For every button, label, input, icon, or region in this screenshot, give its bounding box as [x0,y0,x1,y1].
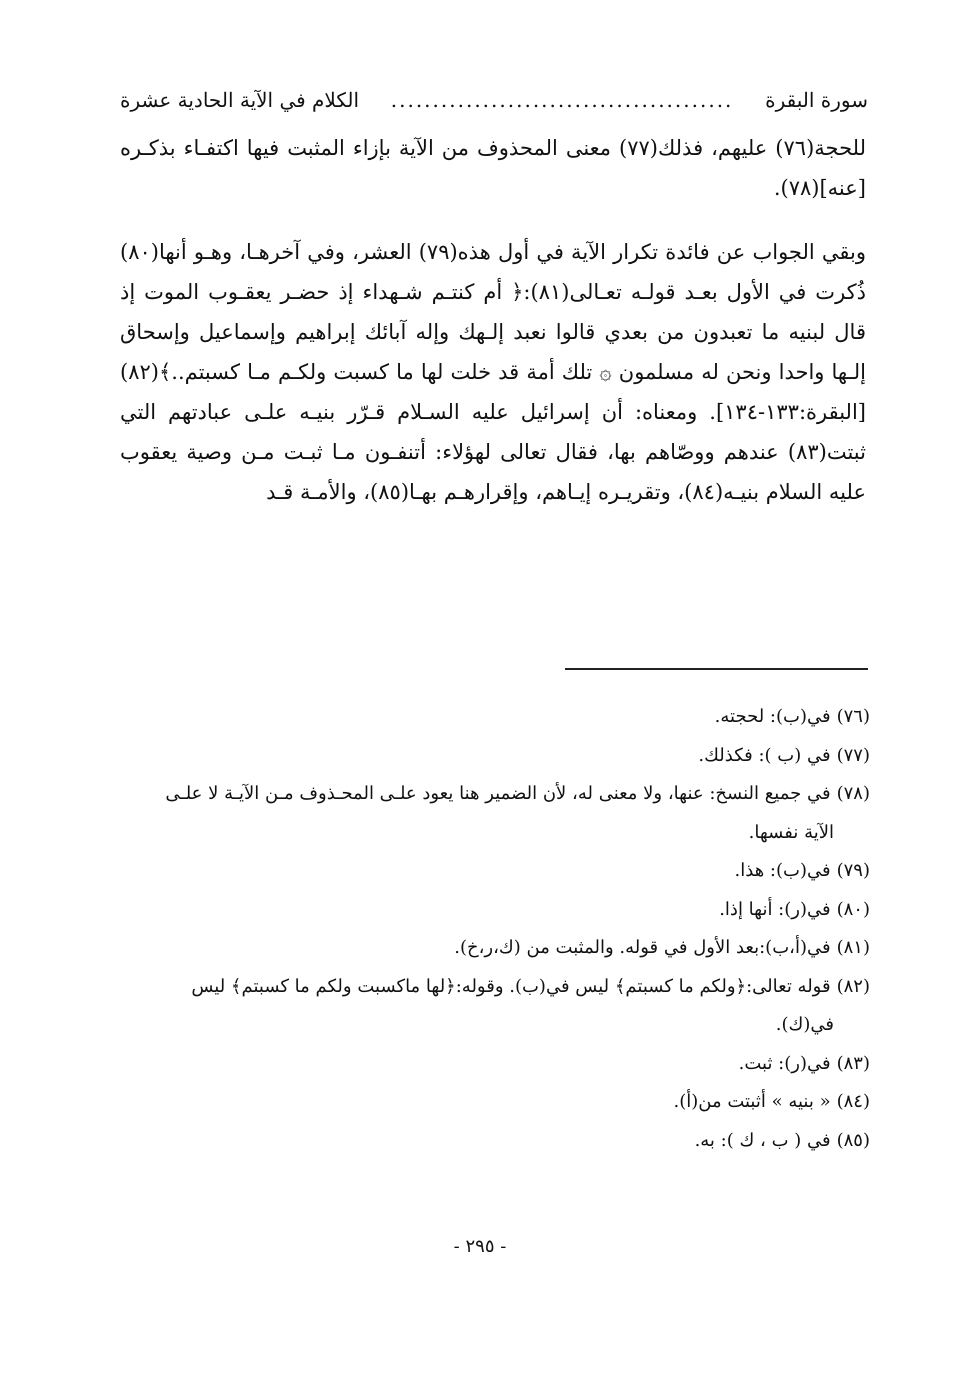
main-text [120,128,866,512]
footnote: (٨٠)في(ر): أنها إذا. [719,898,870,920]
footnote: (٧٨)في جميع النسخ: عنها، ولا معنى له، لأن الضمير هنا يعود علـى المحـذوف مـن الآيـة لا علـى الآية نفسها. [165,783,870,843]
footnote: (٧٦)في(ب): لحجته. [714,706,870,727]
footnote: (٧٧)في (ب ): فكذلك. [698,744,870,766]
running-header [120,82,868,112]
footnote: (٨٢)قوله تعالى:﴿ولكم ما كسبتم﴾ ليس في(ب). وقوله:﴿لها ماكسبت ولكم ما كسبتم﴾ ليس في(ك). [191,975,870,1035]
footnote: (٨٣)في(ر): ثبت. [738,1052,870,1074]
header-surah: سورة البقرة [765,88,868,112]
footnote-separator [565,668,868,670]
footnote: (٨٥)في ( ب ، ك ): به. [694,1129,870,1151]
header-leader-dots: ......................................... [390,88,734,112]
footnote: (٨١)في(أ،ب):بعد الأول في قوله. والمثبت من (ك،ر،خ). [454,937,870,958]
footnotes [124,698,870,1160]
footnote: (٨٤)« بنيه » أثبتت من(أ). [673,1091,870,1112]
footnote: (٧٩)في(ب): هذا. [734,860,870,881]
page-number: - ٢٩٥ - [453,1236,507,1257]
paragraph-2: وبقي الجواب عن فائدة تكرار الآية في أول هذه(٧٩) العشر، وفي آخرهـا، وهـو أنها(٨٠) ذُكرت في الأول بعـد قولـه تعـالى(٨١):﴿ أم كنتـم شـهداء إذ حضـر يعقـوب الموت إذ قال لبنيه ما تعبدون من بعدي قالوا نعبد إلـهك وإله آبائك إبراهيم وإسماعيل وإسحاق إلـها واحدا ونحن له مسلمون ۞ تلك أمة قد خلت لها ما كسبت ولكـم مـا كسبتم..﴾(٨٢)[البقرة:١٣٣-١٣٤]. ومعناه: أن إسرائيل عليه السـلام قـرّر بنيـه علـى عبادتهم التي ثبتت(٨٣) عندهم ووصّاهم بها، فقال تعالى لهؤلاء: أتنفـون مـا ثبـت مـن وصية يعقوب عليه السلام بنيـه(٨٤)، وتقريـره إيـاهم، وإقرارهـم بهـا(٨٥)، والأمـة قـد [120,240,867,504]
paragraph-1: للحجة(٧٦) عليهم، فذلك(٧٧) معنى المحذوف من الآية بإزاء المثبت فيها اكتفـاء بذكـره [عنه](٧٨). [120,136,866,200]
header-section-title: الكلام في الآية الحادية عشرة [120,88,360,112]
